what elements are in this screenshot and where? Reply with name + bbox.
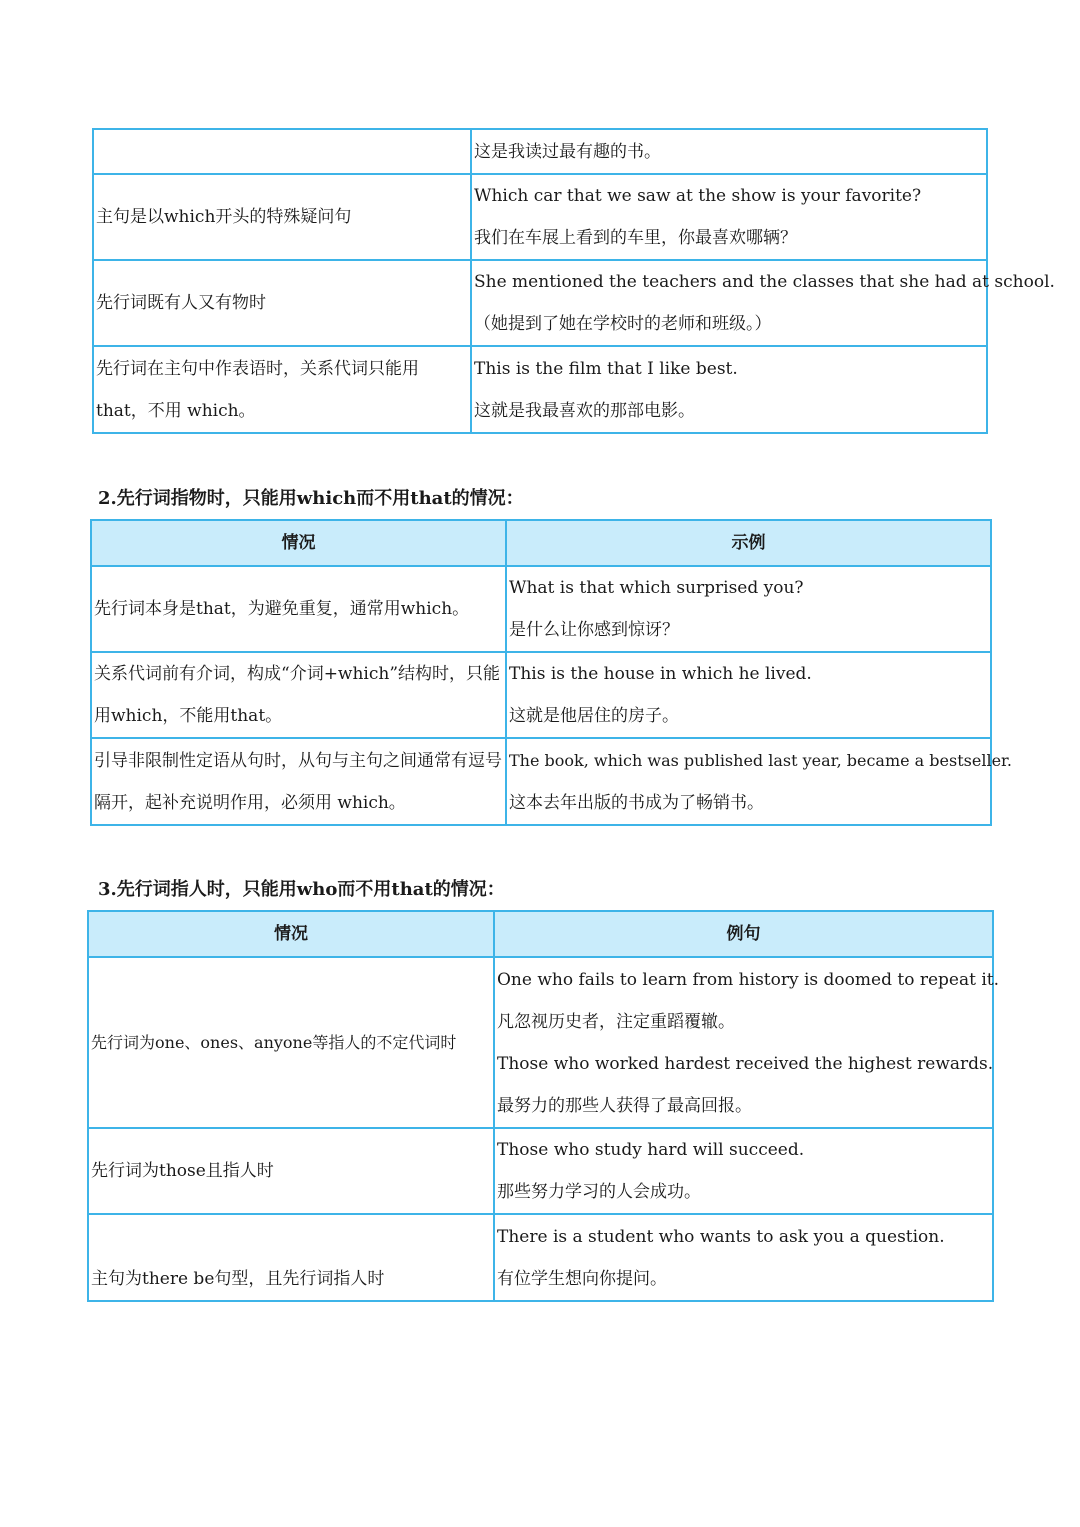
table-row [88, 1128, 993, 1214]
example-sentence-zh: （她提到了她在学校时的老师和班级。） [474, 314, 772, 334]
section-2-heading: 2.先行词指物时，只能用which而不用that的情况： [98, 488, 524, 509]
example-sentence-en: This is the film that I like best. [474, 358, 738, 379]
example-sentence-zh: 凡忽视历史者，注定重蹈覆辙。 [497, 1011, 735, 1032]
example-sentence-zh: 有位学生想向你提问。 [497, 1268, 667, 1289]
situation-cell: 先行词为those且指人时 [88, 1128, 494, 1214]
example-sentence-en: Those who study hard will succeed. [497, 1140, 805, 1160]
example-sentence-en: There is a student who wants to ask you a question. [497, 1226, 945, 1247]
example-sentence-en: What is that which surprised you? [509, 578, 804, 598]
section-3-heading: 3.先行词指人时，只能用who而不用that的情况： [98, 879, 505, 900]
example-cell [506, 652, 991, 738]
example-cell [494, 1214, 993, 1301]
situation-cell [93, 129, 471, 174]
example-sentence-zh: 我们在车展上看到的车里，你最喜欢哪辆？ [474, 228, 797, 248]
column-header-example: 示例 [506, 520, 991, 566]
example-sentence-en: The book, which was published last year, became a bestseller. [509, 750, 1013, 770]
example-cell [506, 566, 991, 652]
example-cell [494, 1128, 993, 1214]
example-sentence-zh: 是什么让你感到惊讶？ [509, 620, 679, 640]
table-header-row [91, 520, 991, 566]
example-cell [506, 738, 1013, 825]
situation-cell: 先行词在主句中作表语时，关系代词只能用that，不用 which。 [93, 346, 471, 433]
example-cell [494, 957, 1000, 1128]
example-cell [471, 260, 1055, 346]
column-header-example: 例句 [494, 911, 993, 957]
example-sentence-en: This is the house in which he lived. [509, 664, 812, 684]
situation-cell: 主句是以which开头的特殊疑问句 [93, 174, 471, 260]
example-sentence-zh: 这就是他居住的房子。 [509, 706, 679, 726]
table-row [93, 174, 987, 260]
situation-cell: 引导非限制性定语从句时，从句与主句之间通常有逗号隔开，起补充说明作用，必须用 which。 [91, 738, 506, 825]
table-which-cases [90, 519, 1013, 826]
example-sentence-zh: 这本去年出版的书成为了畅销书。 [509, 792, 764, 813]
example-sentence-zh: 这就是我最喜欢的那部电影。 [474, 400, 695, 421]
example-sentence-en: One who fails to learn from history is doomed to repeat it. [497, 969, 1000, 990]
table-row [93, 346, 987, 433]
example-cell [471, 346, 987, 433]
table-who-cases [87, 910, 1000, 1302]
table-header-row [88, 911, 993, 957]
table-that-cases [92, 128, 1055, 434]
example-cell [471, 129, 987, 174]
situation-cell: 关系代词前有介词，构成“介词+which”结构时，只能用which，不能用that。 [91, 652, 506, 738]
table-row [93, 260, 987, 346]
column-header-situation: 情况 [91, 520, 506, 566]
table-row [88, 1214, 993, 1301]
column-header-situation: 情况 [88, 911, 494, 957]
example-cell [471, 174, 987, 260]
example-sentence-en: Those who worked hardest received the highest rewards. [497, 1053, 994, 1074]
example-sentence-zh: 那些努力学习的人会成功。 [497, 1182, 701, 1202]
example-sentence-en: Which car that we saw at the show is your favorite? [474, 186, 922, 206]
example-text: 这是我读过最有趣的书。 [474, 141, 661, 162]
table-row [93, 129, 987, 174]
situation-cell: 主句为there be句型，且先行词指人时 [88, 1214, 494, 1301]
situation-cell: 先行词本身是that，为避免重复，通常用which。 [91, 566, 506, 652]
situation-cell: 先行词既有人又有物时 [93, 260, 471, 346]
example-sentence-en: She mentioned the teachers and the classes that she had at school. [474, 272, 1055, 292]
table-row [91, 738, 991, 825]
table-row [91, 566, 991, 652]
situation-cell: 先行词为one、ones、anyone等指人的不定代词时 [88, 957, 494, 1128]
table-row [88, 957, 993, 1128]
table-row [91, 652, 991, 738]
example-sentence-zh: 最努力的那些人获得了最高回报。 [497, 1095, 752, 1116]
